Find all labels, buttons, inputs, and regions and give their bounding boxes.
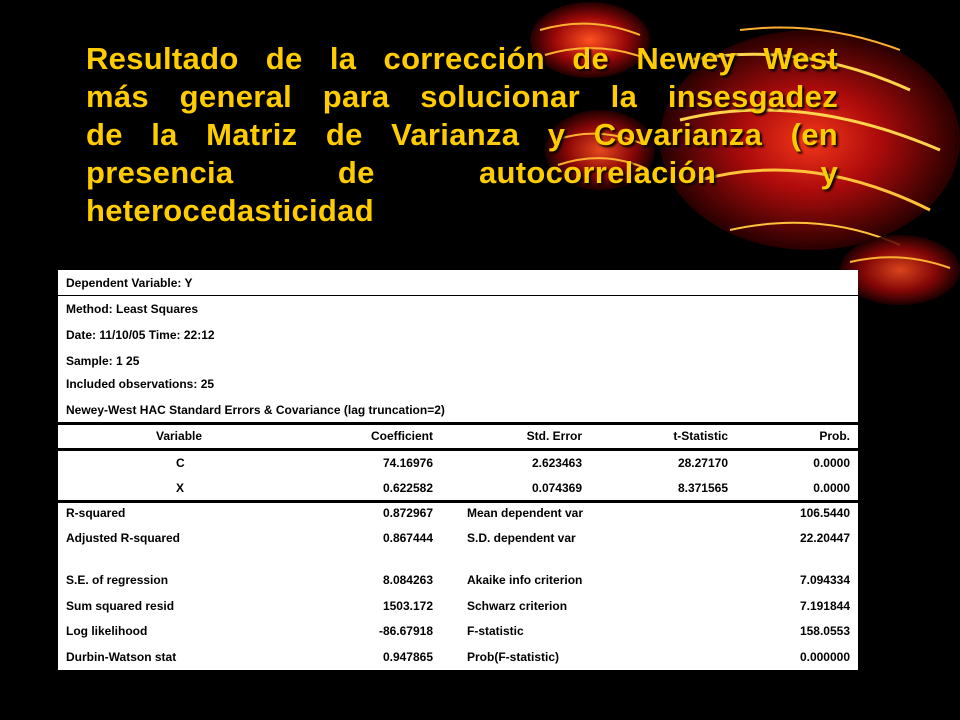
stats-row [58, 644, 858, 670]
std-error-cell: 2.623463 [531, 456, 582, 470]
sample-label: Sample: 1 25 [66, 354, 140, 368]
stats-row [58, 500, 858, 526]
stat-value: 158.0553 [799, 624, 850, 638]
stat-label: Prob(F-statistic) [467, 650, 560, 664]
stat-label: S.E. of regression [66, 573, 169, 587]
header-row [58, 270, 858, 296]
table-row [58, 450, 858, 476]
stat-label: Mean dependent var [467, 506, 584, 520]
stat-value: 22.20447 [799, 531, 850, 545]
stat-value: 1503.172 [382, 599, 433, 613]
stat-value: 7.094334 [799, 573, 850, 587]
dependent-variable-label: Dependent Variable: Y [66, 276, 193, 290]
stat-label: R-squared [66, 506, 126, 520]
column-header: Coefficient [370, 429, 433, 443]
header-row [58, 397, 858, 423]
prob-cell: 0.0000 [813, 481, 850, 495]
stat-label: Adjusted R-squared [66, 531, 181, 545]
stat-value: 0.947865 [382, 650, 433, 664]
flower-small-right [840, 235, 960, 305]
coefficient-cell: 0.622582 [382, 481, 433, 495]
stats-row [58, 593, 858, 619]
newey-west-label: Newey-West HAC Standard Errors & Covariance (lag truncation=2) [66, 403, 445, 417]
title-line: presencia de autocorrelación y [86, 155, 838, 190]
stats-row [58, 525, 858, 551]
stat-value: 8.084263 [382, 573, 433, 587]
stat-value: 106.5440 [799, 506, 850, 520]
stat-label: S.D. dependent var [467, 531, 576, 545]
column-header: Prob. [819, 429, 850, 443]
date-label: Date: 11/10/05 Time: 22:12 [66, 328, 215, 342]
stats-row [58, 567, 858, 593]
column-header: Std. Error [526, 429, 582, 443]
stat-value: 7.191844 [799, 599, 850, 613]
stat-label: Sum squared resid [66, 599, 175, 613]
title-line: de la Matriz de Varianza y Covarianza (en [86, 117, 838, 152]
stat-label: F-statistic [467, 624, 524, 638]
std-error-cell: 0.074369 [531, 481, 582, 495]
title-line: Resultado de la corrección de Newey West [86, 41, 838, 76]
title-line: heterocedasticidad [86, 193, 374, 228]
title-line: más general para solucionar la insesgadez [86, 79, 838, 114]
header-row [58, 322, 858, 348]
t-statistic-cell: 28.27170 [677, 456, 728, 470]
column-header: t-Statistic [673, 429, 728, 443]
header-row [58, 371, 858, 397]
stat-value: -86.67918 [378, 624, 433, 638]
slide-title [86, 40, 838, 230]
column-header-row [58, 423, 858, 449]
t-statistic-cell: 8.371565 [677, 481, 728, 495]
prob-cell: 0.0000 [813, 456, 850, 470]
coefficient-cell: 74.16976 [382, 456, 433, 470]
variable-cell: X [176, 481, 185, 495]
table-row [58, 475, 858, 501]
observations-label: Included observations: 25 [66, 377, 215, 391]
method-label: Method: Least Squares [66, 302, 199, 316]
stats-row [58, 618, 858, 644]
column-header: Variable [156, 429, 203, 443]
variable-cell: C [176, 456, 185, 470]
stat-value: 0.872967 [382, 506, 433, 520]
regression-output-table [58, 270, 858, 670]
stat-label: Akaike info criterion [467, 573, 583, 587]
stat-value: 0.000000 [799, 650, 850, 664]
stat-label: Durbin-Watson stat [66, 650, 177, 664]
stat-value: 0.867444 [382, 531, 433, 545]
header-row [58, 296, 858, 322]
stat-label: Log likelihood [66, 624, 148, 638]
stat-label: Schwarz criterion [467, 599, 568, 613]
